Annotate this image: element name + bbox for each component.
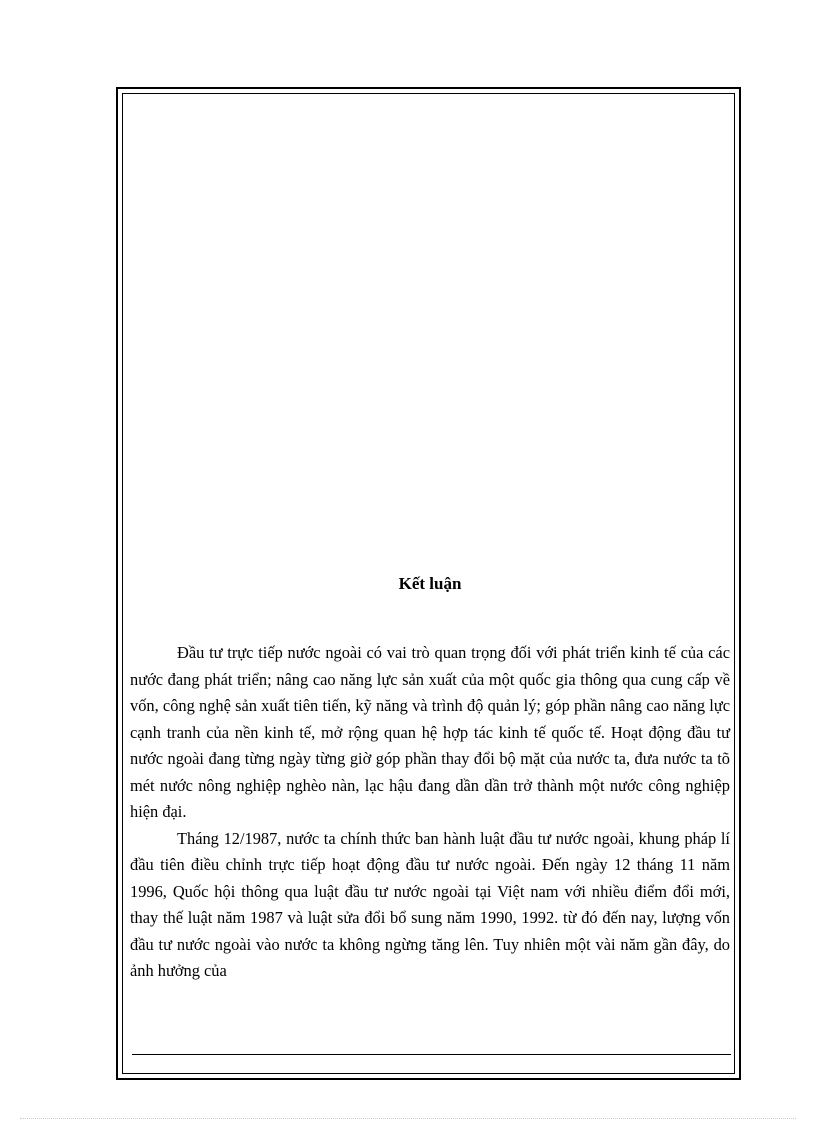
body-text: [130, 640, 730, 985]
paragraph-1: Đầu tư trực tiếp nước ngoài có vai trò quan trọng đối với phát triển kinh tế của các nước đang phát triển; nâng cao năng lực sản xuất của một quốc gia thông qua cung cấp về vốn, công nghệ sản xuất tiên tiến, kỹ năng và trình độ quản lý; góp phần nâng cao năng lực cạnh tranh của nền kinh tế, mở rộng quan hệ hợp tác kinh tế quốc tế. Hoạt động đầu tư nước ngoài đang từng ngày từng giờ góp phần thay đổi bộ mặt của nước ta, đưa nước ta tõ mét nước nông nghiệp nghèo nàn, lạc hậu đang dần dần trở thành một nước công nghiệp hiện đại.: [130, 643, 730, 821]
paragraph-2: Tháng 12/1987, nước ta chính thức ban hành luật đầu tư nước ngoài, khung pháp lí đầu tiên điều chỉnh trực tiếp hoạt động đầu tư nước ngoài. Đến ngày 12 tháng 11 năm 1996, Quốc hội thông qua luật đầu tư nước ngoài tại Việt nam với nhiều điểm đổi mới, thay thế luật năm 1987 và luật sửa đổi bổ sung năm 1990, 1992. từ đó đến nay, lượng vốn đầu tư nước ngoài vào nước ta không ngừng tăng lên. Tuy nhiên một vài năm gần đây, do ảnh hưởng của: [130, 828, 730, 980]
footer-rule: [132, 1054, 731, 1055]
page-bottom-edge: [20, 1118, 796, 1119]
section-heading: Kết luận: [398, 574, 462, 593]
